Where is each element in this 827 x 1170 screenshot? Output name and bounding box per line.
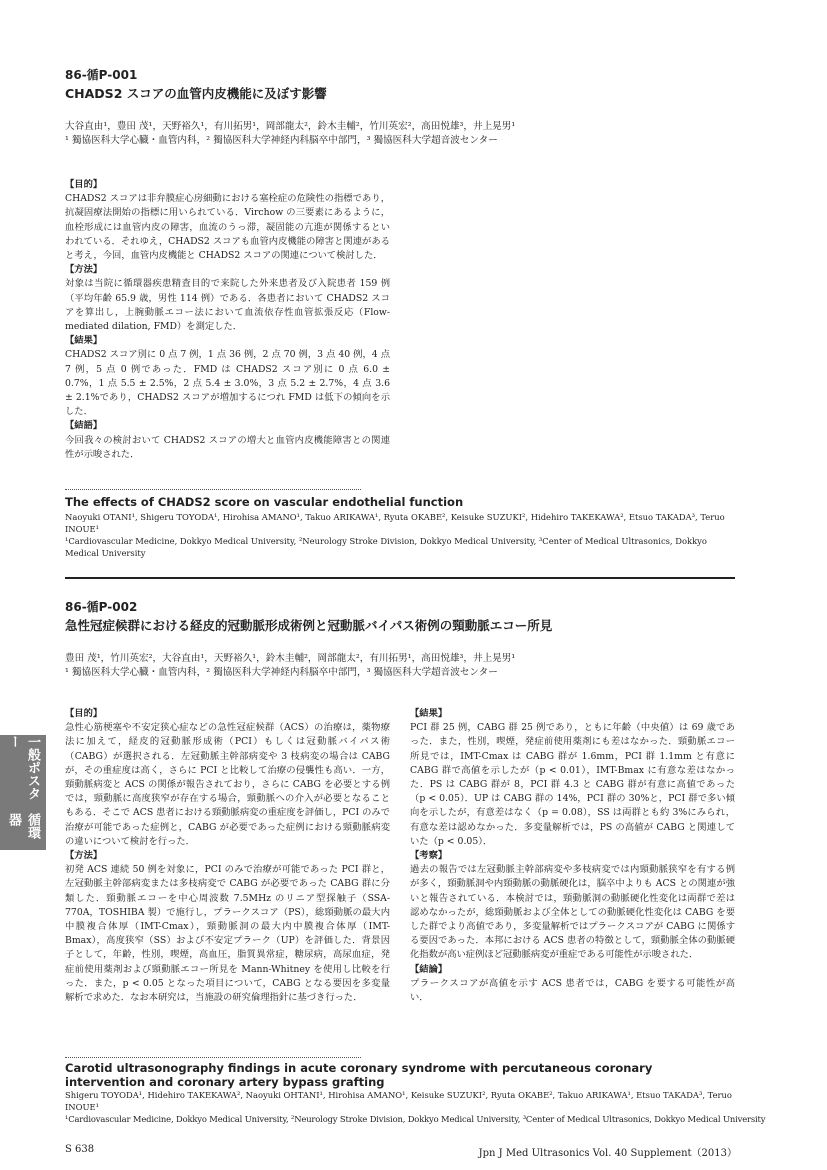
article1-en-title: The effects of CHADS2 score on vascular endothelial function bbox=[65, 495, 464, 509]
article1-results: CHADS2 スコア別に 0 点 7 例，1 点 36 例，2 点 70 例，3 点 40 例，4 点 7 例，5 点 0 例であった．FMD は CHADS2 スコア別に 0 点 6.0 ± 0.7%，1 点 5.5 ± 2.5%，2 点 5.4 ± 3.0%，3 点 5.2 ± 2.7%，4 点 3.6 ± 2.1%であり，CHADS2 スコアが増加するにつれ FMD は低下の傾向を示した． bbox=[65, 349, 390, 418]
journal-name: Jpn J Med Ultrasonics Vol. 40 Supplement（2013） bbox=[478, 1148, 737, 1159]
article2-purpose: 急性心筋梗塞や不安定狭心症などの急性冠症候群（ACS）の治療は，薬物療法に加えて，経皮的冠動脈形成術（PCI）もしくは冠動脈バイパス術（CABG）が選択される．左冠動脈主幹部病変や 3 枝病変の場合は CABG が，その重症度は高く，さらに PCI と比較して治療の侵襲性も高い．一方，頸動脈病変と ACS の関係が報告されており，さらに CABG を必要とする例では，頸動脈に高度狭窄が存在する場合，頸動脈への介入が必要となることもある．そこで ACS 患者における頸動脈病変の重症度を評価し，PCI のみで治療が可能であった症例と，CABG が必要であった症例における頸動脈病変の違いについて検討を行った． bbox=[65, 722, 391, 847]
article2-code: 86-循P-002 bbox=[65, 600, 138, 614]
article2-en-title: Carotid ultrasonography findings in acute coronary syndrome with percutaneous coronary intervention and coronary artery bypass grafting bbox=[65, 1061, 653, 1089]
article2-en-affiliations: ¹Cardiovascular Medicine, Dokkyo Medical University, ²Neurology Stroke Division, Dokkyo Medical University, ³Center of Medical Ultrasonics, Dokkyo Medical University bbox=[65, 1114, 766, 1124]
article1-affiliations: ¹ 獨協医科大学心臓・血管内科，² 獨協医科大学神経内科脳卒中部門，³ 獨協医科大学超音波センター bbox=[65, 135, 498, 146]
article2-methods-heading: 【方法】 bbox=[65, 850, 103, 862]
article1-abstract bbox=[65, 178, 390, 462]
article1-title: CHADS2 スコアの血管内皮機能に及ぼす影響 bbox=[65, 86, 327, 101]
article2-discussion-heading: 【考察】 bbox=[410, 850, 448, 862]
article2-en-authors: Shigeru TOYODA¹, Hidehiro TAKEKAWA², Naoyuki OHTANI¹, Hirohisa AMANO¹, Keisuke SUZUKI², Ryuta OKABE², Takuo ARIKAWA¹, Etsuo TAKADA³, Teruo INOUE¹ bbox=[65, 1090, 732, 1112]
article2-title: 急性冠症候群における経皮的冠動脈形成術例と冠動脈バイパス術例の頸動脈エコー所見 bbox=[65, 618, 553, 633]
article2-results-heading: 【結果】 bbox=[410, 708, 448, 719]
article1-divider bbox=[65, 489, 361, 490]
article1-en-affiliations: ¹Cardiovascular Medicine, Dokkyo Medical University, ²Neurology Stroke Division, Dokkyo Medical University, ³Center of Medical Ultrasonics, Dokkyo Medical University bbox=[65, 536, 707, 558]
article2-divider bbox=[65, 1057, 361, 1058]
section-side-tab bbox=[0, 735, 46, 850]
article2-discussion: 過去の報告では左冠動脈主幹部病変や多枝病変では内頸動脈狭窄を有する例が多く，頸動脈洞や内頸動脈の動脈硬化は，脳卒中よりも ACS との関連が強いと報告されている．本検討では，頸動脈洞の動脈硬化性変化は両群で差は認めなかったが，総頸動脈および全体としての動脈硬化性変化は CABG を要した群でより高値であり，多変量解析ではプラークスコアが CABG に関係する要因であった．本邦における ACS 患者の特徴として，頸動脈全体の動脈硬化指数が高い症例ほど冠動脈病変が重症である可能性が示唆された． bbox=[410, 864, 735, 961]
article2-authors: 豊田 茂¹，竹川英宏²，大谷直由¹，天野裕久¹，鈴木圭輔²，岡部龍太²，有川拓男¹，高田悦雄³，井上晃男¹ bbox=[65, 653, 516, 664]
article2-conclusion: プラークスコアが高値を示す ACS 患者では，CABG を要する可能性が高い． bbox=[410, 977, 735, 1004]
page-number: S 638 bbox=[65, 1144, 95, 1155]
side-tab-line2: 循環器 bbox=[6, 812, 40, 839]
article2-purpose-heading: 【目的】 bbox=[65, 708, 103, 719]
article1-methods: 対象は当院に循環器疾患精査目的で来院した外来患者及び入院患者 159 例（平均年齢 65.9 歳，男性 114 例）である．各患者において CHADS2 スコアを算出し，上腕動脈エコー法において血流依存性血管拡張反応（Flow-mediated dilation, FMD）を測定した． bbox=[65, 278, 390, 333]
article-separator-rule bbox=[65, 577, 735, 579]
article1-results-heading: 【結果】 bbox=[65, 335, 103, 347]
article1-conclusion-heading: 【結語】 bbox=[65, 420, 103, 432]
article1-authors: 大谷直由¹，豊田 茂¹，天野裕久¹，有川拓男¹，岡部龍太²，鈴木圭輔²，竹川英宏²，高田悦雄³，井上晃男¹ bbox=[65, 121, 516, 132]
article2-methods: 初発 ACS 連続 50 例を対象に，PCI のみで治療が可能であった PCI 群と，左冠動脈主幹部病変または多枝病変で CABG が必要であった CABG 群に分類した．頸動脈エコーを中心周波数 7.5MHz のリニア型探触子（SSA-770A，TOSHIBA 製）で施行し，プラークスコア（PS），総頸動脈の最大内中膜複合体厚（IMT-Cmax），頸動脈洞の最大内中膜複合体厚（IMT-Bmax），高度狭窄（SS）および不安定プラーク（UP）を評価した．背景因子として，年齢，性別，喫煙，高血圧，脂質異常症，糖尿病，高尿血症，発症前使用薬剤および頸動脈エコー所見を Mann-Whitney を使用し比較を行った．また，p < 0.05 となった項目について，CABG となる要因を多変量解析で求めた．なお本研究は，当施設の研究倫理指針に基づき行った． bbox=[65, 864, 390, 1004]
article2-results: PCI 群 25 例，CABG 群 25 例であり，ともに年齢（中央値）は 69 歳であった．また，性別，喫煙，発症前使用薬剤にも差はなかった．頸動脈エコー所見では，IMT-Cmax は CABG 群が 1.6mm，PCI 群 1.1mm と有意に CABG 群で高値を示したが（p < 0.01），IMT-Bmax に有意な差はなかった．PS は CABG 群が 8，PCI 群 4.3 と CABG 群が有意に高値であった（p < 0.05）．UP は CABG 群の 14%，PCI 群の 30%と，PCI 群で多い傾向を示したが，有意差はなく（p = 0.08），SS は両群とも約 3%にみられ，有意な差は認めなかった．多変量解析では，PS の高値が CABG と関連していた（p < 0.05）． bbox=[410, 722, 735, 847]
article1-code: 86-循P-001 bbox=[65, 68, 138, 82]
article2-affiliations: ¹ 獨協医科大学心臓・血管内科，² 獨協医科大学神経内科脳卒中部門，³ 獨協医科大学超音波センター bbox=[65, 667, 498, 678]
article1-purpose-heading: 【目的】 bbox=[65, 179, 103, 190]
article1-conclusion: 今回我々の検討おいて CHADS2 スコアの増大と血管内皮機能障害との関連性が示唆された． bbox=[65, 434, 390, 460]
article2-abstract-right-column bbox=[410, 707, 735, 1005]
article1-methods-heading: 【方法】 bbox=[65, 264, 103, 276]
article1-en-authors: Naoyuki OTANI¹, Shigeru TOYODA¹, Hirohisa AMANO¹, Takuo ARIKAWA¹, Ryuta OKABE², Keisuke SUZUKI², Hidehiro TAKEKAWA², Etsuo TAKADA³, Teruo INOUE¹ bbox=[65, 512, 725, 534]
article1-purpose: CHADS2 スコアは非弁膜症心房細動における塞栓症の危険性の指標であり，抗凝固療法開始の指標に用いられている．Virchow の三要素にあるように，血栓形成には血管内皮の障害，血流のうっ滞，凝固能の亢進が関係するといわれている．それゆえ，CHADS2 スコアも血管内皮機能の障害と関連があると考え，今回，血管内皮機能と CHADS2 スコアの関連について検討した． bbox=[65, 193, 390, 262]
article2-abstract-left-column bbox=[65, 707, 390, 1005]
article2-conclusion-heading: 【結論】 bbox=[410, 963, 448, 975]
side-tab-line1: 一般ポスター bbox=[6, 735, 40, 800]
